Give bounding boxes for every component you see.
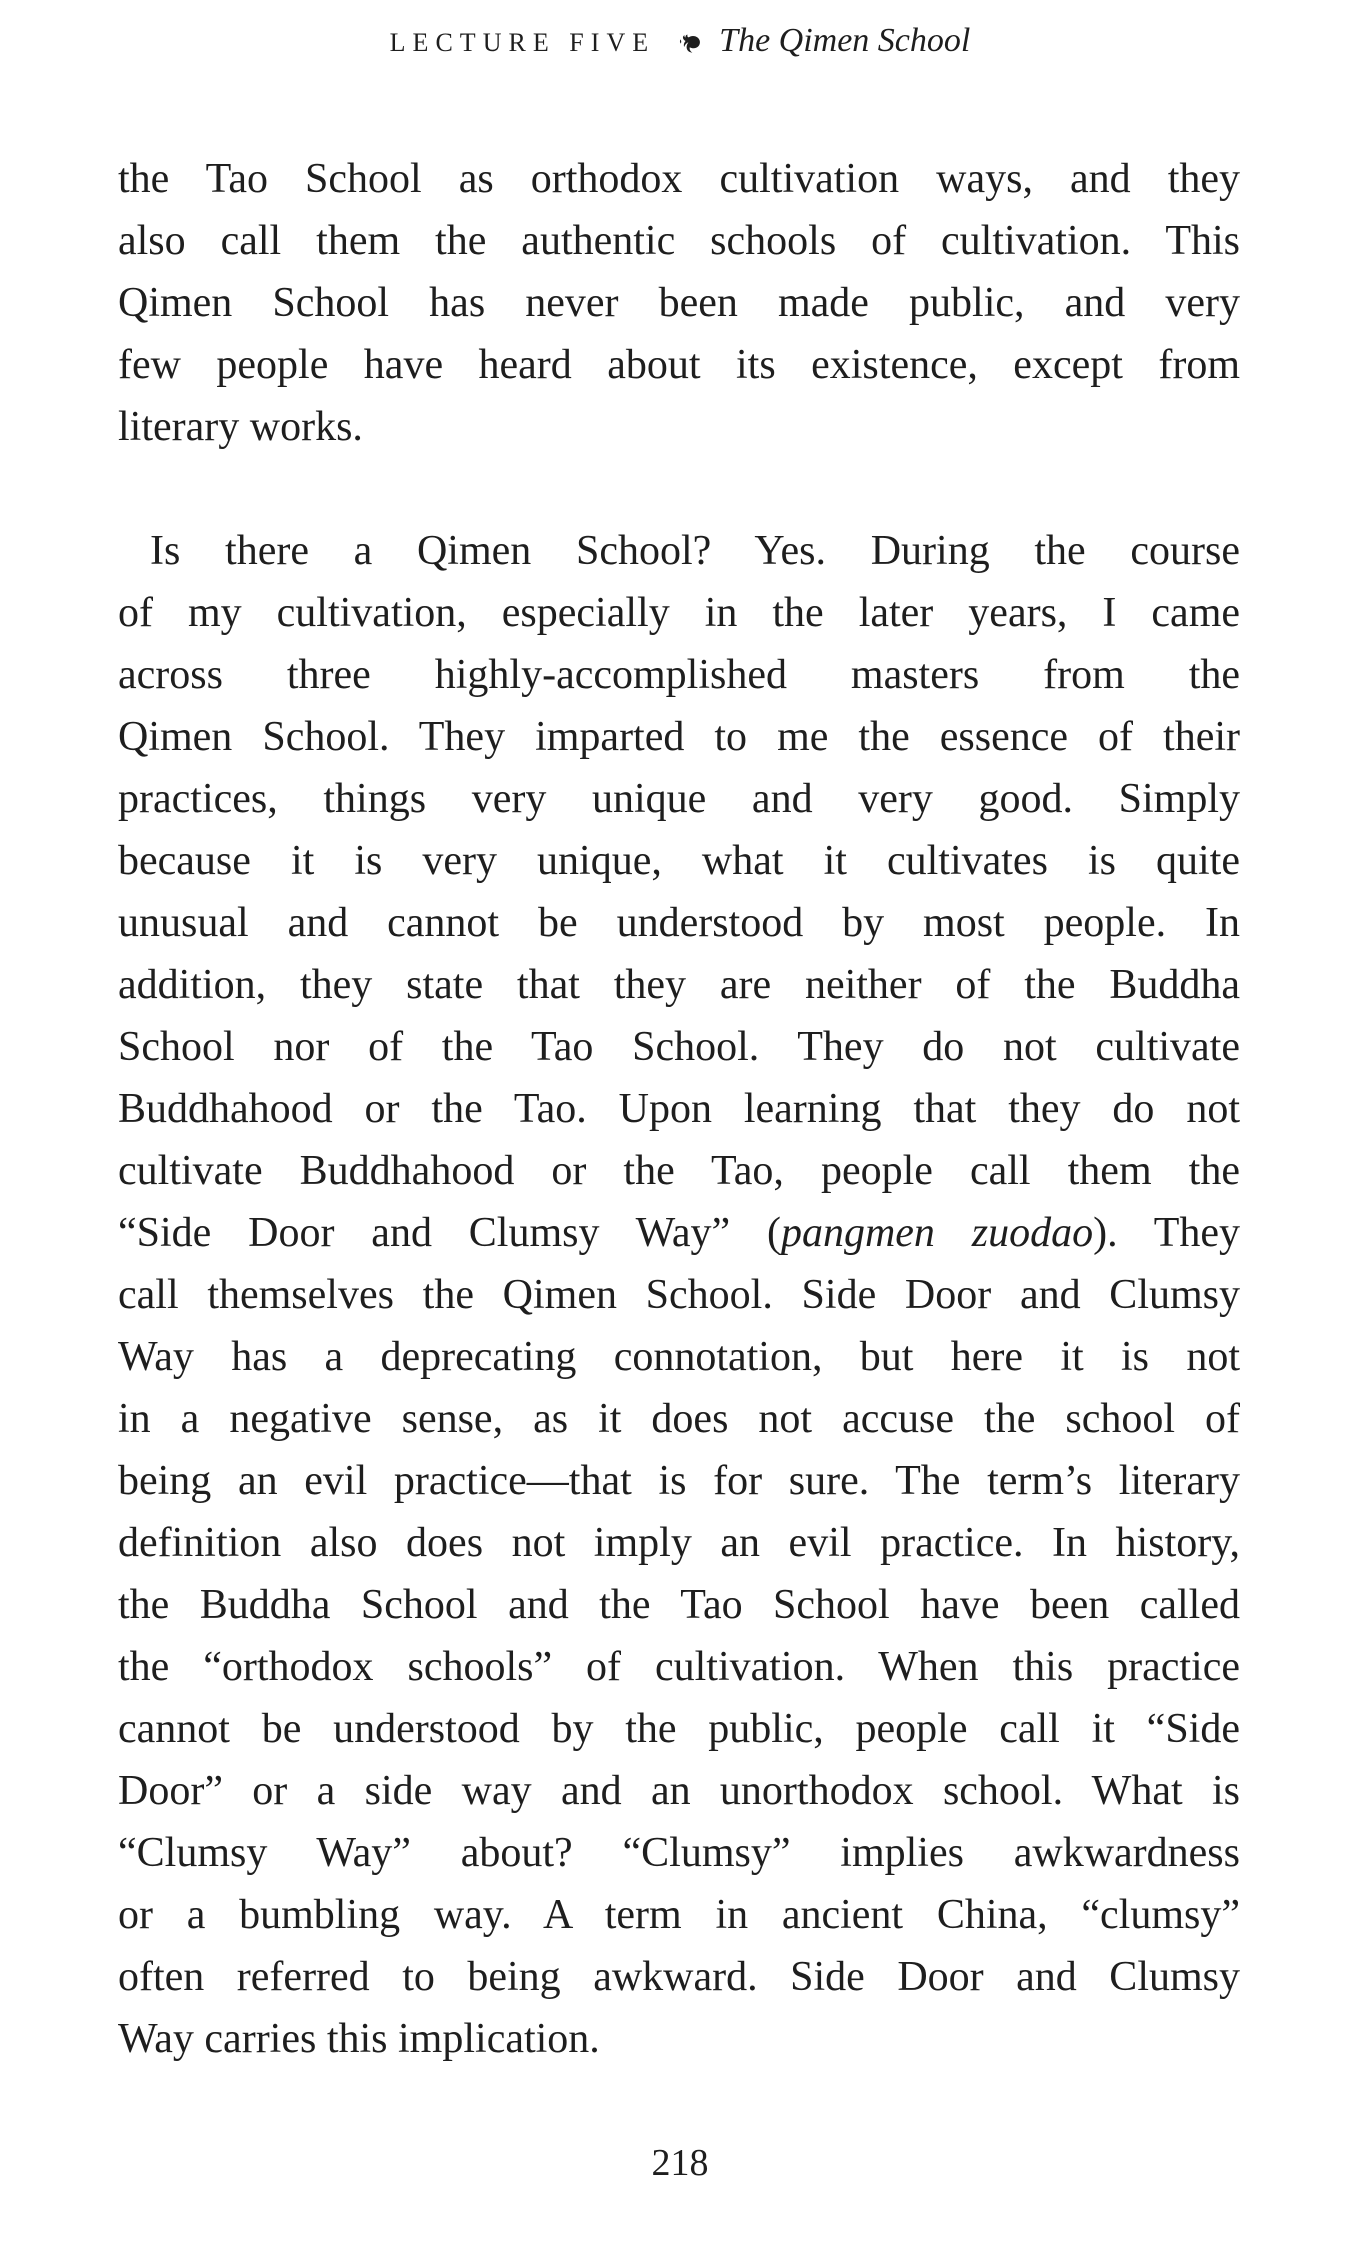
text-line [118, 1450, 1240, 1512]
text-segment: literary works. [118, 404, 363, 450]
text-segment: in a negative sense, as it does not accuse the school of [118, 1396, 1240, 1442]
text-segment: Way has a deprecating connotation, but here it is not [118, 1334, 1240, 1380]
text-segment: because it is very unique, what it cultivates is quite [118, 838, 1240, 884]
italic-term: pangmen zuodao [780, 1210, 1094, 1256]
text-line [118, 1388, 1240, 1450]
chapter-title: The Qimen School [719, 22, 971, 59]
text-segment: definition also does not imply an evil practice. In history, [118, 1520, 1240, 1566]
text-line [118, 1202, 1240, 1264]
text-segment: unusual and cannot be understood by most people. In [118, 900, 1240, 946]
text-segment: also call them the authentic schools of cultivation. This [118, 218, 1240, 264]
text-segment: Door” or a side way and an unorthodox school. What is [118, 1768, 1240, 1814]
text-segment: or a bumbling way. A term in ancient China, “clumsy” [118, 1892, 1240, 1938]
text-line [118, 272, 1240, 334]
text-line [118, 1698, 1240, 1760]
text-segment: School nor of the Tao School. They do not cultivate [118, 1024, 1240, 1070]
text-line [118, 706, 1240, 768]
text-line [118, 210, 1240, 272]
text-segment: being an evil practice—that is for sure. The term’s literary [118, 1458, 1240, 1504]
text-segment: cultivate Buddhahood or the Tao, people call them the [118, 1148, 1240, 1194]
text-line [118, 148, 1240, 210]
text-line [118, 2008, 1240, 2070]
running-header [0, 22, 1360, 60]
text-segment: the “orthodox schools” of cultivation. When this practice [118, 1644, 1240, 1690]
text-line [118, 1760, 1240, 1822]
text-segment: of my cultivation, especially in the later years, I came [118, 590, 1240, 636]
text-line [118, 892, 1240, 954]
text-segment: “Clumsy Way” about? “Clumsy” implies awkwardness [118, 1830, 1240, 1876]
hedera-leaf-icon [675, 31, 705, 62]
text-line [118, 1636, 1240, 1698]
text-line [118, 396, 1240, 458]
text-line [118, 1264, 1240, 1326]
text-segment: Way carries this implication. [118, 2016, 600, 2062]
text-segment: ). They [1093, 1210, 1240, 1256]
text-line [118, 1946, 1240, 2008]
text-line [118, 582, 1240, 644]
text-line [118, 1326, 1240, 1388]
paragraph [118, 148, 1240, 458]
paragraph [118, 520, 1240, 2070]
text-line [118, 334, 1240, 396]
text-segment: the Buddha School and the Tao School have been called [118, 1582, 1240, 1628]
page-number: 218 [651, 2142, 709, 2184]
text-segment: often referred to being awkward. Side Door and Clumsy [118, 1954, 1240, 2000]
text-segment: call themselves the Qimen School. Side Door and Clumsy [118, 1272, 1240, 1318]
text-segment: “Side Door and Clumsy Way” ( [118, 1210, 781, 1256]
text-segment: the Tao School as orthodox cultivation ways, and they [118, 156, 1240, 202]
text-line [118, 1884, 1240, 1946]
text-line [118, 644, 1240, 706]
text-segment: practices, things very unique and very good. Simply [118, 776, 1240, 822]
text-segment: across three highly-accomplished masters from the [118, 652, 1240, 698]
text-line [118, 768, 1240, 830]
text-line [118, 954, 1240, 1016]
text-segment: few people have heard about its existence, except from [118, 342, 1240, 388]
text-line [118, 520, 1240, 582]
text-segment: cannot be understood by the public, people call it “Side [118, 1706, 1240, 1752]
text-line [118, 1078, 1240, 1140]
text-line [118, 1512, 1240, 1574]
text-segment: Qimen School has never been made public, and very [118, 280, 1240, 326]
text-line [118, 830, 1240, 892]
text-segment: addition, they state that they are neither of the Buddha [118, 962, 1240, 1008]
text-line [118, 1822, 1240, 1884]
text-segment: Buddhahood or the Tao. Upon learning that they do not [118, 1086, 1240, 1132]
lecture-label: LECTURE FIVE [389, 28, 656, 57]
text-block [118, 148, 1240, 2070]
text-line [118, 1140, 1240, 1202]
text-line [118, 1574, 1240, 1636]
text-line [118, 1016, 1240, 1078]
text-segment: Is there a Qimen School? Yes. During the course [150, 528, 1240, 574]
text-segment: Qimen School. They imparted to me the essence of their [118, 714, 1240, 760]
